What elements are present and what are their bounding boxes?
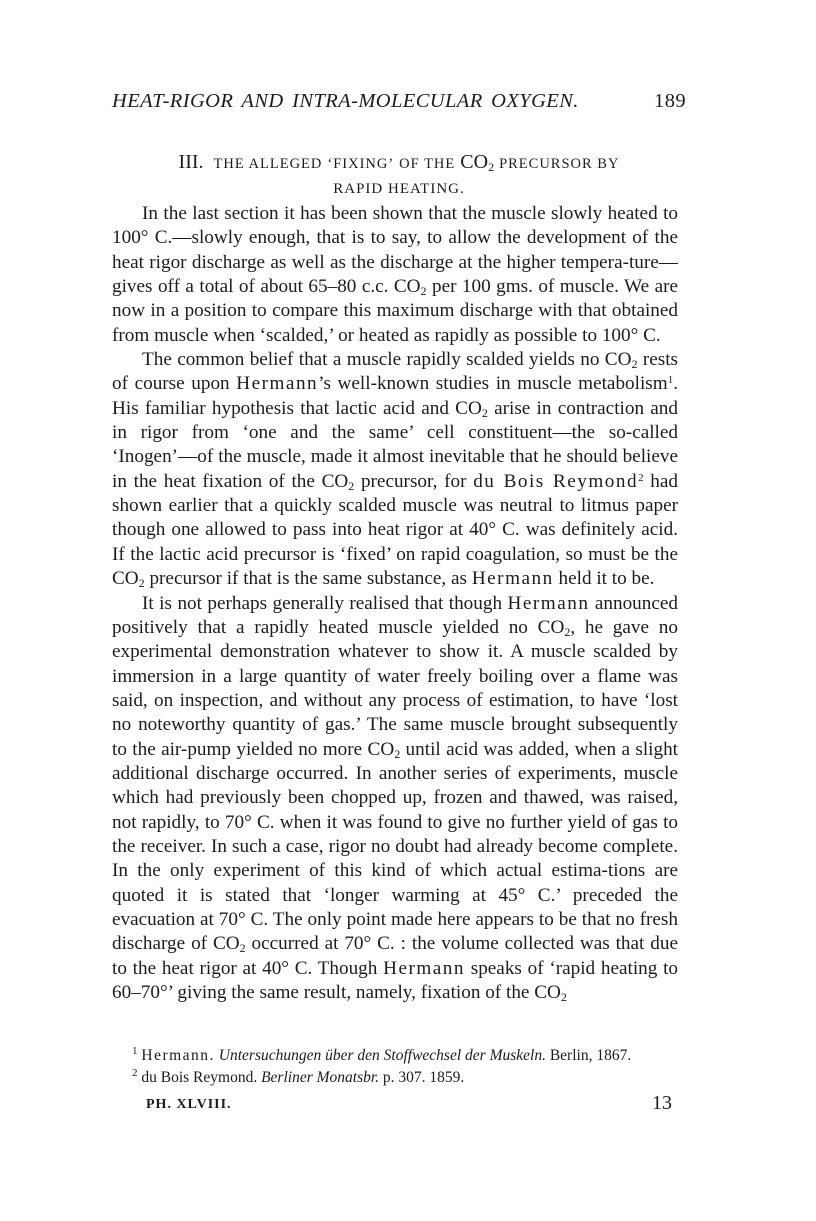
author-name: Hermann [507, 592, 590, 614]
paragraph-1: In the last section it has been shown that the muscle slowly heated to 100° C.—slowly enough, that is to say, to allow the development of the heat rigor discharge as well as the discharge at the higher tempera-ture—gives off a total of about 65–80 c.c. $CO_2$ per 100 gms. of muscle. We are now in a position to compare this maximum discharge with that obtained from muscle when ‘scalded,’ or heated as rapidly as possible to 100° C. [112, 203, 678, 346]
author-name: Hermann [236, 373, 319, 395]
section-heading-line-2: RAPID HEATING. [333, 181, 465, 197]
footnote-ref: 1 [667, 374, 674, 387]
footnote-1: $^1$ Hermann. Untersuchungen über den Stoffwechsel der Muskeln. Berlin, 1867. [132, 1045, 632, 1064]
author-name: Hermann [383, 957, 465, 979]
paragraph-2: The common belief that a muscle rapidly scalded yields no $CO_2$ rests of course upon Hermann’s well-known studies in muscle metabolism$^1$. His familiar hypothesis that lactic acid and $CO_2$ arise in contraction and in rigor from ‘one and the same’ cell constituent—the so-called ‘Inogen’—of the muscle, made it almost inevitable that he should believe in the heat fixation of the $CO_2$ precursor, for du Bois Reymond$^2$ had shown earlier that a quickly scalded muscle was neutral to litmus paper though one allowed to pass into heat rigor at 40° C. was definitely acid. If the lactic acid precursor is ‘fixed’ on rapid coagulation, so must be the $CO_2$ precursor if that is the same substance, as Hermann held it to be. [112, 349, 679, 591]
sheet-number: 13 [652, 1092, 672, 1114]
section-title-co2: $CO_2$ [460, 151, 495, 174]
page-footer [112, 1092, 678, 1122]
paragraph-3: It is not perhaps generally realised that though Hermann announced positively that a rapidly heated muscle yielded no $CO_2$, he gave no experimental demonstration whatever to show it. A muscle scalded by immersion in a large quantity of water freely boiling over a flame was said, on inspection, and without any process of estimation, to have ‘lost no noteworthy quantity of gas.’ The same muscle brought subsequently to the air-pump yielded no more $CO_2$ until acid was added, when a slight additional discharge occurred. In another series of experiments, muscle which had previously been chopped up, frozen and thawed, was raised, not rapidly, to 70° C. when it was found to give no further yield of gas to the receiver. In such a case, rigor no doubt had already become complete. In the only experiment of this kind of which actual estima-tions are quoted it is stated that ‘longer warming at 45° C.’ preceded the evacuation at 70° C. The only point made here appears to be that no fresh discharge of $CO_2$ occurred at 70° C. : the volume collected was that due to the heat rigor at 40° C. Though Hermann speaks of ‘rapid heating to 60–70°’ giving the same result, namely, fixation of the $CO_2$ [112, 592, 679, 1004]
footnotes [112, 1045, 678, 1089]
section-title-part: PRECURSOR BY [499, 156, 620, 172]
author-name: du Bois Reymond [473, 470, 639, 492]
footnote-ref: 2 [638, 471, 644, 484]
section-title-part: ‘FIXING’ [327, 156, 395, 172]
section-title-part: OF THE [399, 156, 456, 172]
running-header [112, 90, 686, 120]
author-name: Hermann [471, 568, 554, 590]
signature-mark: PH. XLVIII. [146, 1097, 232, 1112]
page-number: 189 [654, 90, 686, 112]
footnote-2: $^2$ du Bois Reymond. Berliner Monatsbr. p. 307. 1859. [132, 1067, 465, 1086]
body-text [112, 202, 678, 1005]
running-title: HEAT-RIGOR AND INTRA-MOLECULAR OXYGEN. [112, 90, 579, 112]
section-heading [112, 150, 686, 202]
section-numeral: III. [178, 151, 204, 173]
section-heading-line-1 [112, 150, 686, 177]
section-title-part: THE ALLEGED [213, 156, 323, 172]
